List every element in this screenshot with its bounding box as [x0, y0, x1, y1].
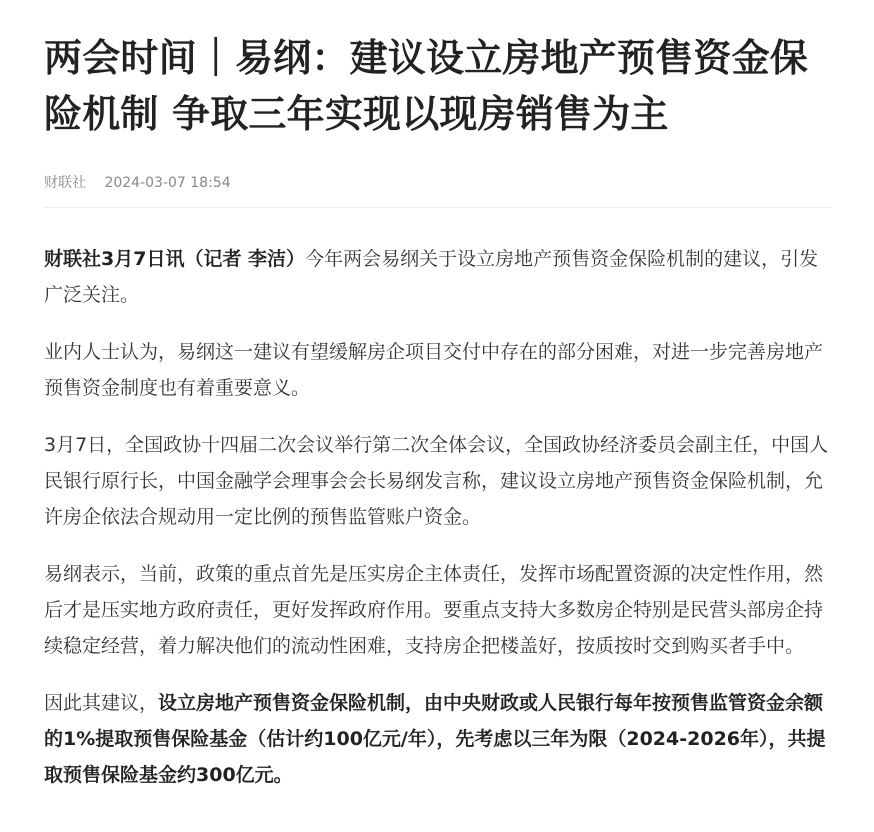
meta-divider [44, 207, 832, 208]
article-paragraph-1 [44, 241, 834, 313]
paragraph-emphasis: 设立房地产预售资金保险机制，由中央财政或人民银行每年按预售监管资金余额的1%提取预售保险基金（估计约100亿元/年），先考虑以三年为限（2024-2026年），共提取预售保险基金约300亿元。 [44, 692, 826, 786]
article-paragraph-2: 业内人士认为，易纲这一建议有望缓解房企项目交付中存在的部分困难，对进一步完善房地产预售资金制度也有着重要意义。 [44, 341, 824, 399]
article-paragraph-3: 3月7日，全国政协十四届二次会议举行第二次全体会议，全国政协经济委员会副主任，中国人民银行原行长，中国金融学会理事会会长易纲发言称，建议设立房地产预售资金保险机制，允许房企依法合规动用一定比例的预售监管账户资金。 [44, 434, 829, 528]
paragraph-text: 因此其建议， [44, 692, 159, 714]
article-paragraph-5 [44, 685, 834, 793]
article-source[interactable]: 财联社 [44, 175, 86, 191]
article-title: 两会时间｜易纲：建议设立房地产预售资金保险机制 争取三年实现以现房销售为主 [44, 36, 809, 136]
paragraph-text: 今年两会易纲关于设立房地产预售资金保险机制的建议，引发广泛关注。 [44, 248, 819, 306]
article-meta [44, 173, 231, 193]
article-paragraph-4: 易纲表示，当前，政策的重点首先是压实房企主体责任，发挥市场配置资源的决定性作用，然后才是压实地方政府责任，更好发挥政府作用。要重点支持大多数房企特别是民营头部房企持续稳定经营，着力解决他们的流动性困难，支持房企把楼盖好，按质按时交到购买者手中。 [44, 563, 824, 657]
paragraph-lead: 财联社3月7日讯（记者 李洁） [44, 248, 306, 270]
article-publish-time: 2024-03-07 18:54 [104, 175, 231, 191]
article-body [44, 241, 834, 814]
